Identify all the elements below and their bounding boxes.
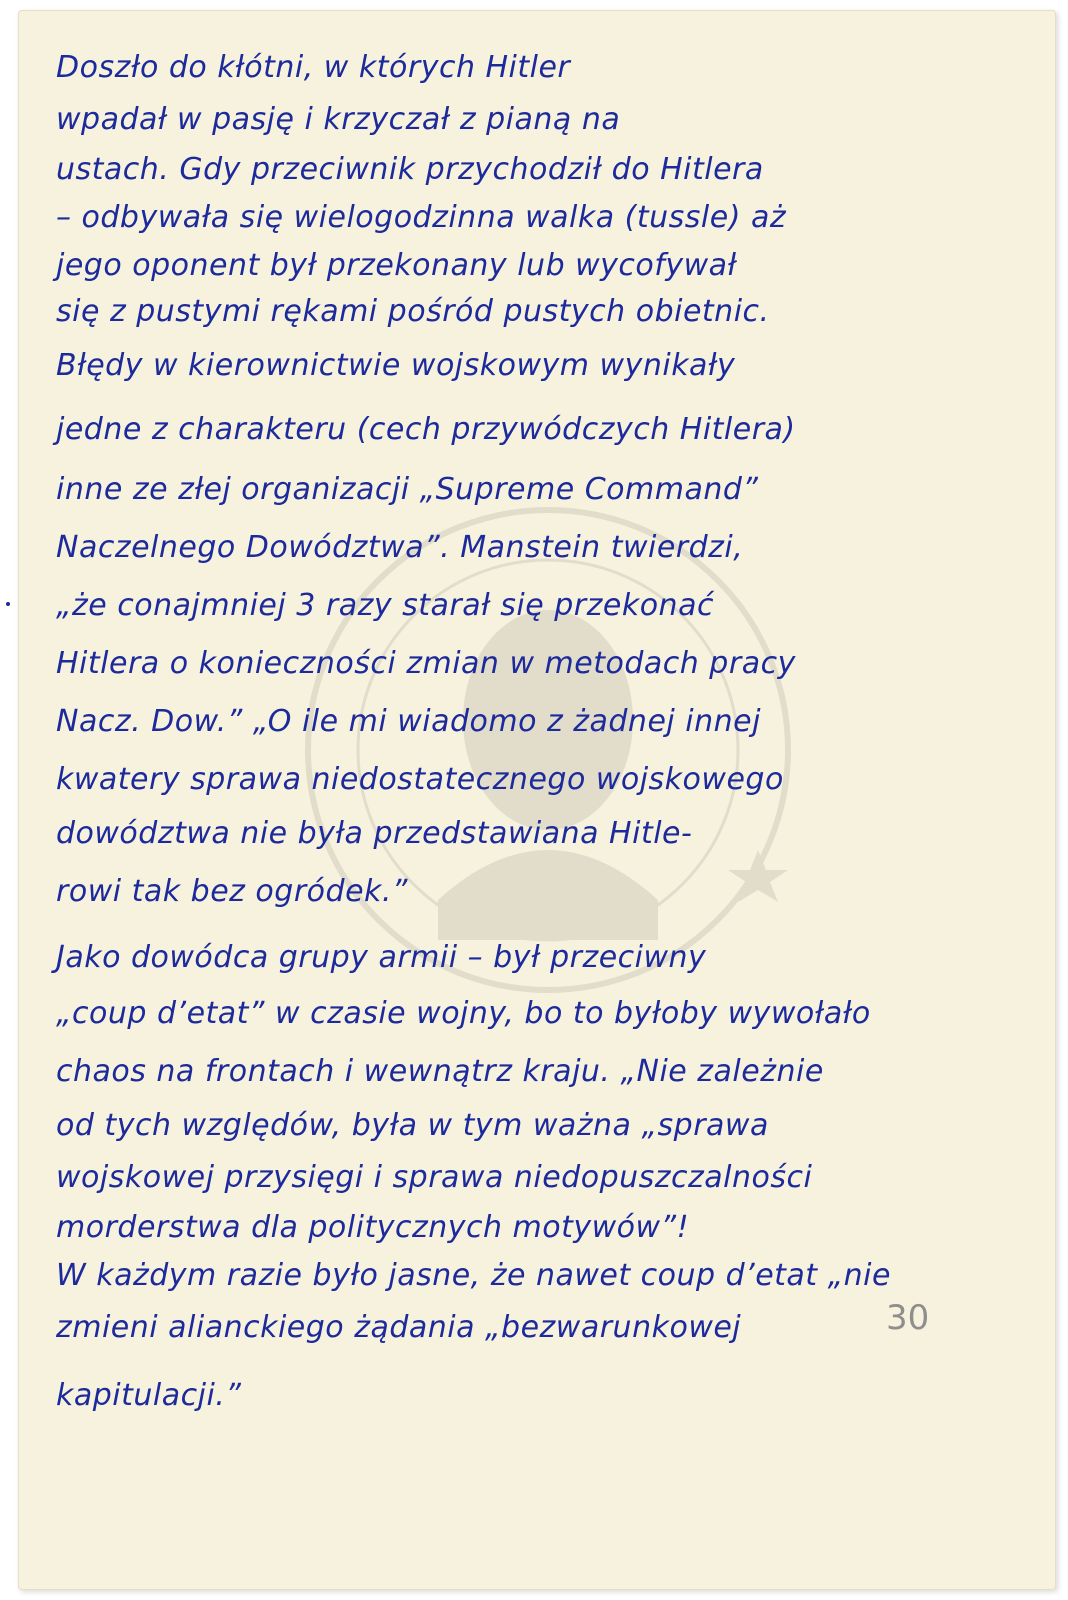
text-line: kapitulacji.” xyxy=(56,1378,242,1413)
text-line: W każdym razie było jasne, że nawet coup d’etat „nie xyxy=(56,1258,891,1293)
text-line: wojskowej przysięgi i sprawa niedopuszczalności xyxy=(56,1160,813,1195)
text-line: Jako dowódca grupy armii – był przeciwny xyxy=(56,940,707,975)
text-line: Naczelnego Dowództwa”. Manstein twierdzi, xyxy=(56,530,744,565)
text-line: – odbywała się wielogodzinna walka (tussle) aż xyxy=(56,200,787,235)
text-line: „że conajmniej 3 razy starał się przekonać xyxy=(56,588,714,623)
text-line: ustach. Gdy przeciwnik przychodził do Hitlera xyxy=(56,152,764,187)
text-line: Doszło do kłótni, w których Hitler xyxy=(56,50,571,85)
text-line: jego oponent był przekonany lub wycofywał xyxy=(56,248,737,283)
text-line: Hitlera o konieczności zmian w metodach pracy xyxy=(56,646,796,681)
ink-dot-mark xyxy=(6,602,10,606)
text-line: rowi tak bez ogródek.” xyxy=(56,874,408,909)
text-line: kwatery sprawa niedostatecznego wojskowego xyxy=(56,762,784,797)
text-line: „coup d’etat” w czasie wojny, bo to byłoby wywołało xyxy=(56,996,871,1031)
text-line: jedne z charakteru (cech przywódczych Hitlera) xyxy=(56,412,796,447)
page-number: 30 xyxy=(886,1298,930,1338)
text-line: się z pustymi rękami pośród pustych obietnic. xyxy=(56,294,770,329)
text-line: inne ze złej organizacji „Supreme Command” xyxy=(56,472,759,507)
text-line: od tych względów, była w tym ważna „sprawa xyxy=(56,1108,769,1143)
text-line: chaos na frontach i wewnątrz kraju. „Nie zależnie xyxy=(56,1054,824,1089)
text-line: morderstwa dla politycznych motywów”! xyxy=(56,1210,690,1245)
text-line: dowództwa nie była przedstawiana Hitle- xyxy=(56,816,693,851)
text-line: wpadał w pasję i krzyczał z pianą na xyxy=(56,102,621,137)
text-line: Błędy w kierownictwie wojskowym wynikały xyxy=(56,348,736,383)
text-line: zmieni alianckiego żądania „bezwarunkowej xyxy=(56,1310,742,1345)
manuscript-card xyxy=(18,10,1056,1590)
text-line: Nacz. Dow.” „O ile mi wiadomo z żadnej innej xyxy=(56,704,761,739)
